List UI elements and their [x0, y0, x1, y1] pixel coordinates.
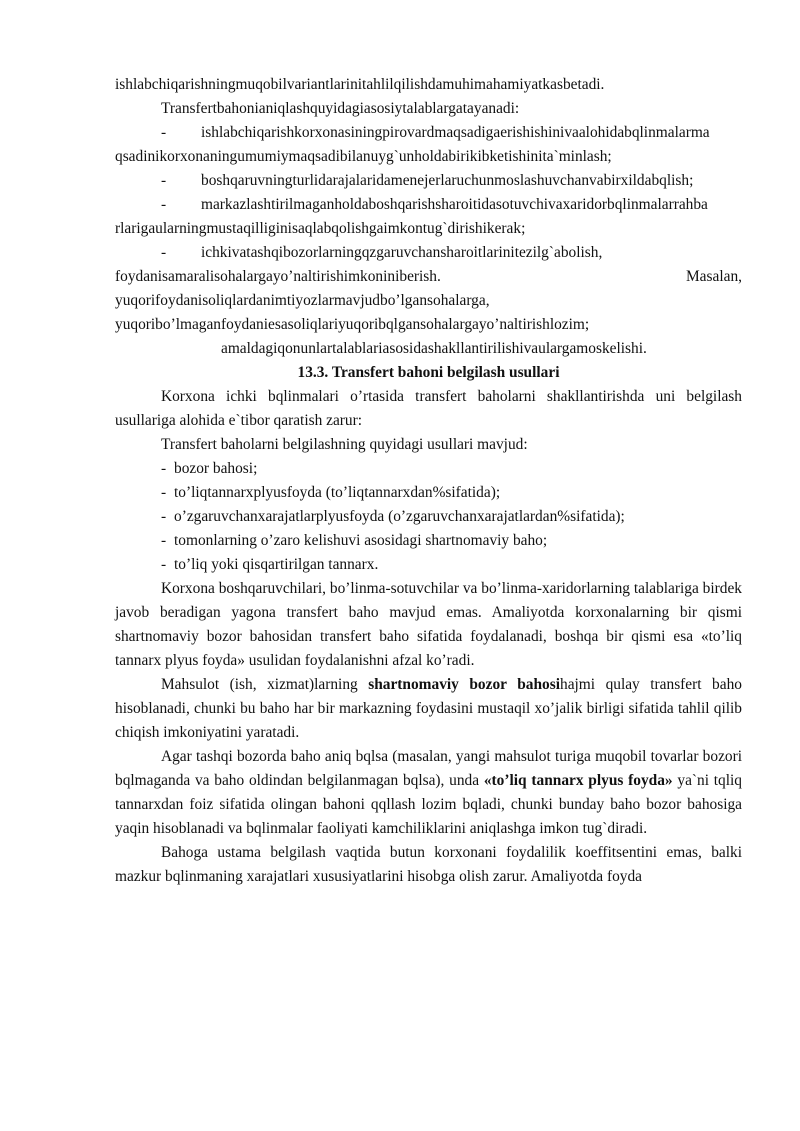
requirement-3-text-a: markazlashtirilmaganholdaboshqarishsharoitidasotuvchivaxaridorbqlinmalarrahba — [201, 196, 708, 213]
paragraph-5-bold: «to’liq tannarx plyus foyda» — [483, 772, 673, 789]
requirement-1-cont: qsadinikorxonaningumumiymaqsadibilanuyg`unholdabirikibketishinita`minlash; — [115, 148, 612, 165]
requirement-1 — [115, 121, 742, 145]
paragraph-2: Transfert baholarni belgilashning quyidagi usullari mavjud: — [161, 436, 528, 453]
paragraph-5 — [115, 745, 742, 841]
paragraph-4-bold: shartnomaviy bozor bahosi — [368, 676, 560, 693]
requirement-4-line-c: yuqorifoydanisoliqlardanimtiyozlarmavjudbo’lgansohalarga, — [115, 292, 490, 309]
requirement-4-line-e: amaldagiqonunlartalablariasosidashakllantirilishivaulargamoskelishi. — [221, 340, 647, 357]
method-text: o’zgaruvchanxarajatlarplyusfoyda (o’zgaruvchanxarajatlardan%sifatida); — [174, 508, 625, 525]
requirement-3 — [115, 193, 742, 217]
dash-marker: - — [161, 484, 167, 501]
dash-marker: - — [161, 172, 167, 189]
method-item — [115, 553, 742, 577]
dash-marker: - — [161, 532, 167, 549]
method-text: tomonlarning o’zaro kelishuvi asosidagi shartnomaviy baho; — [174, 532, 548, 549]
method-item — [115, 505, 742, 529]
dash-marker: - — [161, 556, 167, 573]
requirement-4 — [115, 241, 742, 265]
requirement-4-text-b: foydanisamaralisohalargayo’naltirishimkoniniberish. — [115, 268, 441, 285]
method-text: bozor bahosi; — [174, 460, 258, 477]
requirement-2 — [115, 169, 742, 193]
paragraph-4-text-a: Mahsulot (ish, xizmat)larning — [161, 676, 369, 693]
paragraph-4-text-b: hajmi qulay transfert baho hisoblanadi, chunki bu baho har bir markazning foydasini mustaqil xo’jalik birligi sifatida tahlil qilib chiqish imkoniyatini yaratadi. — [115, 676, 742, 741]
requirement-3-cont: rlarigaularningmustaqilliginisaqlabqolishgaimkontug`dirishikerak; — [115, 220, 526, 237]
requirement-1-text-a: ishlabchiqarishkorxonasiningpirovardmaqsadigaerishishinivaalohidabqlinmalarma — [201, 124, 710, 141]
intro-line-2: Transfertbahonianiqlashquyidagiasosiytalablargatayanadi: — [161, 100, 520, 117]
dash-marker: - — [161, 244, 167, 261]
requirement-4-text-a: ichkivatashqibozorlarningqzgaruvchansharoitlarinitezilg`abolish, — [201, 244, 603, 261]
requirement-4-cont — [115, 265, 742, 289]
section-heading: 13.3. Transfert bahoni belgilash usullari — [297, 364, 560, 381]
method-text: to’liqtannarxplyusfoyda (to’liqtannarxdan%sifatida); — [174, 484, 501, 501]
dash-marker: - — [161, 460, 167, 477]
dash-marker: - — [161, 124, 167, 141]
method-item — [115, 529, 742, 553]
requirement-2-text: boshqaruvningturlidarajalaridamenejerlaruchunmoslashuvchanvabirxildabqlish; — [201, 172, 694, 189]
method-item — [115, 457, 742, 481]
document-body — [115, 73, 742, 889]
paragraph-5-text-b: ya`ni tqliq tannarxdan foiz sifatida olingan bahoni qqllash lozim bqladi, chunki bunday baho bozor bahosiga yaqin hisoblanadi va bqlinmalar faoliyati kamchiliklarini aniqlashga imkon tug`diradi. — [115, 772, 742, 837]
paragraph-6: Bahoga ustama belgilash vaqtida butun korxonani foydalilik koeffitsentini emas, balki mazkur bqlinmaning xarajatlari xususiyatlarini hisobga olish zarur. Amaliyotda foyda — [115, 844, 742, 885]
paragraph-5-text-a: Agar tashqi bozorda baho aniq bqlsa (masalan, yangi mahsulot turiga muqobil tovarlar bozori bqlmaganda va baho oldindan belgilanmagan bqlsa), unda — [115, 748, 742, 789]
requirement-4-line-d: yuqoribo’lmaganfoydaniesasoliqlariyuqoribqlgansohalargayo’naltirishlozim; — [115, 316, 590, 333]
intro-line-1: ishlabchiqarishningmuqobilvariantlarinitahlilqilishdamuhimahamiyatkasbetadi. — [115, 76, 605, 93]
dash-marker: - — [161, 508, 167, 525]
paragraph-4 — [115, 673, 742, 745]
method-text: to’liq yoki qisqartirilgan tannarx. — [174, 556, 379, 573]
paragraph-1: Korxona ichki bqlinmalari o’rtasida transfert baholarni shakllantirishda uni belgilash usullariga alohida e`tibor qaratish zarur: — [115, 388, 742, 429]
paragraph-3: Korxona boshqaruvchilari, bo’linma-sotuvchilar va bo’linma-xaridorlarning talablariga birdek javob beradigan yagona transfert baho mavjud emas. Amaliyotda korxonalarning bir qismi shartnomaviy bozor bahosidan transfert baho sifatida foydalanadi, boshqa bir qismi esa «to’liq tannarx plyus foyda» usulidan foydalanishni afzal ko’radi. — [115, 580, 742, 669]
requirement-4-masalan: Masalan, — [686, 268, 742, 285]
method-item — [115, 481, 742, 505]
dash-marker: - — [161, 196, 167, 213]
